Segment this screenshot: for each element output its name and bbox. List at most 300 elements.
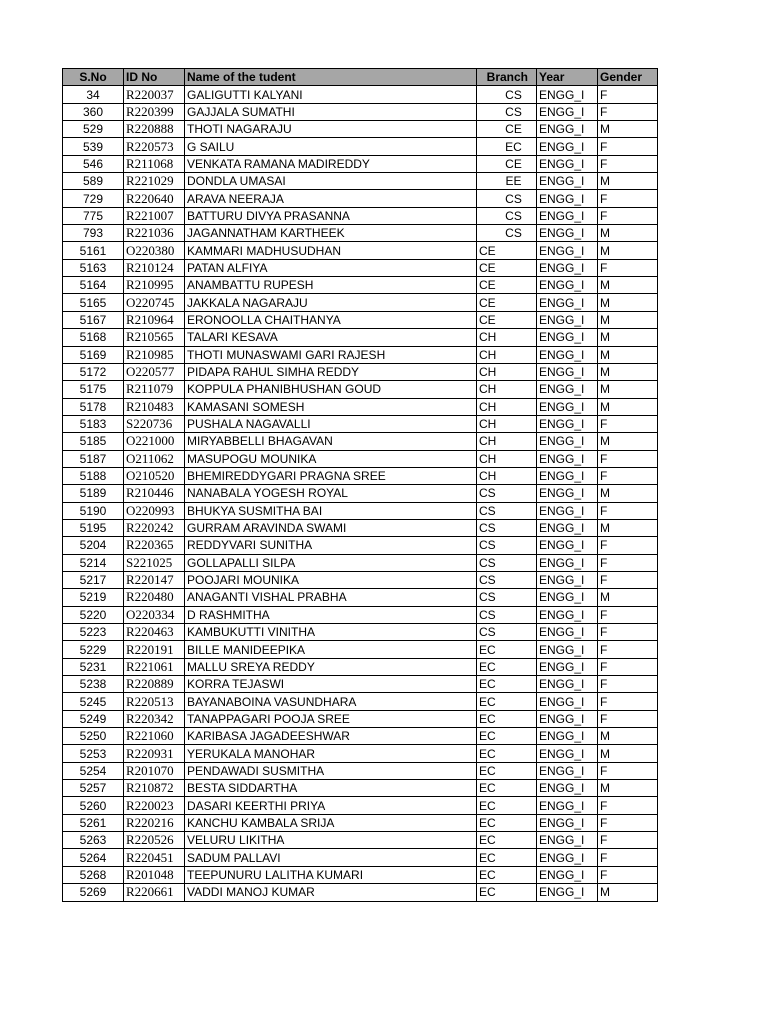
cell-branch: CE [477,259,537,276]
cell-year: ENGG_I [537,346,598,363]
table-row [63,866,658,883]
cell-branch: CH [477,450,537,467]
cell-id-no: R220513 [124,693,185,710]
cell-branch: CS [477,519,537,536]
cell-student-name: VENKATA RAMANA MADIREDDY [185,155,477,172]
table-row [63,814,658,831]
table-row [63,190,658,207]
cell-sno: 589 [63,173,124,190]
cell-student-name: SADUM PALLAVI [185,849,477,866]
cell-sno: 5164 [63,277,124,294]
cell-id-no: R220147 [124,571,185,588]
cell-branch: CE [477,294,537,311]
cell-id-no: R210872 [124,780,185,797]
cell-gender: F [598,832,658,849]
cell-year: ENGG_I [537,676,598,693]
cell-gender: F [598,658,658,675]
cell-id-no: R220399 [124,103,185,120]
cell-id-no: R210565 [124,329,185,346]
cell-branch: EC [477,762,537,779]
cell-id-no: S221025 [124,554,185,571]
header-gender: Gender [598,69,658,86]
cell-branch: CS [477,606,537,623]
cell-sno: 360 [63,103,124,120]
cell-sno: 5214 [63,554,124,571]
cell-student-name: PUSHALA NAGAVALLI [185,415,477,432]
cell-id-no: R221061 [124,658,185,675]
cell-year: ENGG_I [537,832,598,849]
cell-student-name: TEEPUNURU LALITHA KUMARI [185,866,477,883]
cell-gender: M [598,745,658,762]
cell-id-no: S220736 [124,415,185,432]
cell-branch: EC [477,676,537,693]
cell-branch: CH [477,415,537,432]
cell-student-name: PENDAWADI SUSMITHA [185,762,477,779]
cell-gender: M [598,225,658,242]
cell-gender: M [598,294,658,311]
cell-year: ENGG_I [537,884,598,901]
cell-sno: 5257 [63,780,124,797]
cell-id-no: R220888 [124,121,185,138]
cell-student-name: KOPPULA PHANIBHUSHAN GOUD [185,381,477,398]
cell-student-name: GOLLAPALLI SILPA [185,554,477,571]
cell-year: ENGG_I [537,138,598,155]
table-row [63,155,658,172]
cell-student-name: BHEMIREDDYGARI PRAGNA SREE [185,467,477,484]
cell-id-no: O210520 [124,467,185,484]
cell-branch: EC [477,745,537,762]
cell-branch: CH [477,398,537,415]
table-row [63,398,658,415]
cell-branch: EC [477,728,537,745]
cell-year: ENGG_I [537,693,598,710]
cell-sno: 5161 [63,242,124,259]
cell-id-no: R220023 [124,797,185,814]
cell-student-name: MIRYABBELLI BHAGAVAN [185,433,477,450]
cell-gender: F [598,415,658,432]
cell-student-name: MASUPOGU MOUNIKA [185,450,477,467]
table-row [63,433,658,450]
cell-branch: CS [477,589,537,606]
cell-sno: 5190 [63,502,124,519]
cell-branch: CS [477,86,537,103]
cell-year: ENGG_I [537,537,598,554]
cell-gender: M [598,329,658,346]
table-row [63,571,658,588]
cell-branch: EC [477,138,537,155]
cell-sno: 5250 [63,728,124,745]
table-row [63,242,658,259]
cell-sno: 529 [63,121,124,138]
cell-year: ENGG_I [537,571,598,588]
cell-id-no: R210124 [124,259,185,276]
header-name: Name of the tudent [185,69,477,86]
cell-branch: CS [477,207,537,224]
cell-sno: 5188 [63,467,124,484]
cell-student-name: JAGANNATHAM KARTHEEK [185,225,477,242]
cell-year: ENGG_I [537,519,598,536]
cell-student-name: BAYANABOINA VASUNDHARA [185,693,477,710]
cell-sno: 5217 [63,571,124,588]
table-row [63,676,658,693]
cell-student-name: GAJJALA SUMATHI [185,103,477,120]
cell-branch: CS [477,502,537,519]
table-row [63,693,658,710]
table-row [63,762,658,779]
cell-year: ENGG_I [537,121,598,138]
cell-sno: 5249 [63,710,124,727]
cell-id-no: R221036 [124,225,185,242]
table-row [63,415,658,432]
cell-gender: M [598,780,658,797]
cell-student-name: KANCHU KAMBALA SRIJA [185,814,477,831]
cell-sno: 5219 [63,589,124,606]
cell-id-no: R220526 [124,832,185,849]
cell-gender: M [598,346,658,363]
cell-year: ENGG_I [537,866,598,883]
cell-gender: F [598,814,658,831]
cell-branch: EC [477,693,537,710]
cell-sno: 5254 [63,762,124,779]
cell-branch: CE [477,311,537,328]
table-row [63,658,658,675]
cell-gender: F [598,155,658,172]
cell-sno: 729 [63,190,124,207]
table-row [63,207,658,224]
table-row [63,728,658,745]
cell-id-no: R220889 [124,676,185,693]
table-row [63,832,658,849]
cell-year: ENGG_I [537,641,598,658]
cell-year: ENGG_I [537,329,598,346]
cell-branch: EC [477,832,537,849]
cell-sno: 539 [63,138,124,155]
cell-year: ENGG_I [537,103,598,120]
cell-branch: EC [477,866,537,883]
cell-sno: 5264 [63,849,124,866]
table-row [63,311,658,328]
cell-year: ENGG_I [537,745,598,762]
cell-id-no: R201048 [124,866,185,883]
cell-sno: 5163 [63,259,124,276]
cell-id-no: R210446 [124,485,185,502]
cell-id-no: R220463 [124,624,185,641]
cell-gender: M [598,363,658,380]
cell-sno: 34 [63,86,124,103]
table-row [63,294,658,311]
cell-sno: 5269 [63,884,124,901]
table-row [63,745,658,762]
cell-id-no: R220451 [124,849,185,866]
cell-id-no: R220242 [124,519,185,536]
table-row [63,381,658,398]
cell-branch: CH [477,346,537,363]
cell-sno: 5253 [63,745,124,762]
cell-student-name: THOTI MUNASWAMI GARI RAJESH [185,346,477,363]
cell-year: ENGG_I [537,762,598,779]
cell-year: ENGG_I [537,589,598,606]
cell-student-name: BHUKYA SUSMITHA BAI [185,502,477,519]
cell-id-no: O220334 [124,606,185,623]
cell-year: ENGG_I [537,190,598,207]
cell-id-no: R210985 [124,346,185,363]
student-table [62,68,658,902]
cell-year: ENGG_I [537,433,598,450]
cell-branch: CS [477,554,537,571]
cell-gender: F [598,537,658,554]
cell-branch: EE [477,173,537,190]
cell-student-name: VADDI MANOJ KUMAR [185,884,477,901]
table-row [63,606,658,623]
cell-student-name: D RASHMITHA [185,606,477,623]
cell-sno: 5204 [63,537,124,554]
cell-gender: F [598,676,658,693]
cell-year: ENGG_I [537,554,598,571]
cell-id-no: O221000 [124,433,185,450]
cell-year: ENGG_I [537,294,598,311]
cell-gender: F [598,606,658,623]
cell-gender: F [598,710,658,727]
cell-year: ENGG_I [537,710,598,727]
cell-gender: F [598,259,658,276]
table-row [63,225,658,242]
cell-year: ENGG_I [537,363,598,380]
cell-id-no: R220661 [124,884,185,901]
cell-gender: F [598,762,658,779]
cell-gender: M [598,485,658,502]
cell-branch: CS [477,103,537,120]
cell-gender: F [598,86,658,103]
cell-gender: M [598,433,658,450]
cell-year: ENGG_I [537,173,598,190]
table-row [63,502,658,519]
cell-gender: F [598,450,658,467]
cell-gender: F [598,502,658,519]
cell-branch: CE [477,242,537,259]
cell-year: ENGG_I [537,225,598,242]
cell-year: ENGG_I [537,381,598,398]
cell-gender: F [598,103,658,120]
header-id: ID No [124,69,185,86]
cell-gender: F [598,138,658,155]
cell-gender: F [598,849,658,866]
cell-sno: 5169 [63,346,124,363]
cell-sno: 5172 [63,363,124,380]
cell-branch: CH [477,433,537,450]
table-row [63,121,658,138]
table-row [63,849,658,866]
cell-year: ENGG_I [537,606,598,623]
cell-sno: 5261 [63,814,124,831]
cell-gender: F [598,571,658,588]
table-row [63,450,658,467]
table-row [63,537,658,554]
cell-year: ENGG_I [537,780,598,797]
table-row [63,884,658,901]
cell-student-name: POOJARI MOUNIKA [185,571,477,588]
cell-branch: CE [477,277,537,294]
cell-id-no: R221007 [124,207,185,224]
cell-student-name: ERONOOLLA CHAITHANYA [185,311,477,328]
cell-id-no: R220216 [124,814,185,831]
table-row [63,554,658,571]
cell-year: ENGG_I [537,242,598,259]
cell-year: ENGG_I [537,814,598,831]
cell-branch: EC [477,658,537,675]
cell-id-no: R210995 [124,277,185,294]
cell-id-no: O220745 [124,294,185,311]
cell-branch: CH [477,363,537,380]
cell-id-no: R211068 [124,155,185,172]
cell-branch: EC [477,641,537,658]
cell-student-name: KAMMARI MADHUSUDHAN [185,242,477,259]
cell-gender: M [598,173,658,190]
header-sno: S.No [63,69,124,86]
table-row [63,329,658,346]
cell-id-no: O220993 [124,502,185,519]
table-row [63,624,658,641]
cell-student-name: KAMBUKUTTI VINITHA [185,624,477,641]
cell-id-no: R210483 [124,398,185,415]
cell-student-name: GURRAM ARAVINDA SWAMI [185,519,477,536]
cell-year: ENGG_I [537,728,598,745]
cell-id-no: R220640 [124,190,185,207]
cell-branch: CS [477,571,537,588]
cell-id-no: R220480 [124,589,185,606]
cell-gender: F [598,554,658,571]
cell-branch: CS [477,624,537,641]
cell-id-no: R220573 [124,138,185,155]
cell-year: ENGG_I [537,849,598,866]
cell-sno: 5223 [63,624,124,641]
table-row [63,138,658,155]
cell-gender: M [598,519,658,536]
cell-sno: 5175 [63,381,124,398]
cell-student-name: BESTA SIDDARTHA [185,780,477,797]
cell-sno: 5220 [63,606,124,623]
cell-sno: 5231 [63,658,124,675]
cell-year: ENGG_I [537,485,598,502]
cell-sno: 5168 [63,329,124,346]
table-row [63,259,658,276]
cell-student-name: ARAVA NEERAJA [185,190,477,207]
cell-student-name: TANAPPAGARI POOJA SREE [185,710,477,727]
cell-student-name: DONDLA UMASAI [185,173,477,190]
cell-year: ENGG_I [537,398,598,415]
table-row [63,780,658,797]
cell-id-no: R220191 [124,641,185,658]
cell-sno: 5238 [63,676,124,693]
cell-gender: M [598,728,658,745]
cell-branch: CH [477,467,537,484]
header-branch: Branch [477,69,537,86]
cell-year: ENGG_I [537,415,598,432]
cell-sno: 5263 [63,832,124,849]
cell-sno: 775 [63,207,124,224]
cell-branch: EC [477,849,537,866]
cell-student-name: KORRA TEJASWI [185,676,477,693]
cell-year: ENGG_I [537,502,598,519]
cell-sno: 5185 [63,433,124,450]
cell-sno: 793 [63,225,124,242]
cell-student-name: JAKKALA NAGARAJU [185,294,477,311]
cell-gender: F [598,207,658,224]
cell-sno: 5245 [63,693,124,710]
cell-year: ENGG_I [537,797,598,814]
cell-sno: 5167 [63,311,124,328]
cell-sno: 5165 [63,294,124,311]
cell-year: ENGG_I [537,155,598,172]
cell-branch: CS [477,190,537,207]
cell-id-no: R211079 [124,381,185,398]
table-row [63,467,658,484]
cell-gender: F [598,866,658,883]
cell-branch: CH [477,381,537,398]
cell-id-no: O211062 [124,450,185,467]
cell-student-name: G SAILU [185,138,477,155]
cell-student-name: VELURU LIKITHA [185,832,477,849]
cell-sno: 5189 [63,485,124,502]
table-row [63,797,658,814]
table-row [63,485,658,502]
cell-year: ENGG_I [537,259,598,276]
cell-student-name: MALLU SREYA REDDY [185,658,477,675]
cell-branch: EC [477,797,537,814]
cell-sno: 5268 [63,866,124,883]
cell-student-name: ANAGANTI VISHAL PRABHA [185,589,477,606]
cell-student-name: KAMASANI SOMESH [185,398,477,415]
cell-year: ENGG_I [537,467,598,484]
cell-student-name: ANAMBATTU RUPESH [185,277,477,294]
cell-sno: 546 [63,155,124,172]
cell-gender: F [598,190,658,207]
cell-branch: CS [477,537,537,554]
table-row [63,589,658,606]
cell-student-name: BATTURU DIVYA PRASANNA [185,207,477,224]
cell-branch: CS [477,225,537,242]
cell-sno: 5195 [63,519,124,536]
cell-gender: M [598,381,658,398]
cell-id-no: R221060 [124,728,185,745]
table-row [63,173,658,190]
cell-student-name: BILLE MANIDEEPIKA [185,641,477,658]
cell-student-name: REDDYVARI SUNITHA [185,537,477,554]
cell-year: ENGG_I [537,311,598,328]
table-row [63,710,658,727]
cell-id-no: R210964 [124,311,185,328]
cell-gender: M [598,277,658,294]
table-row [63,86,658,103]
cell-gender: M [598,121,658,138]
cell-id-no: R220931 [124,745,185,762]
cell-branch: CS [477,485,537,502]
cell-sno: 5229 [63,641,124,658]
cell-id-no: O220577 [124,363,185,380]
cell-student-name: PIDAPA RAHUL SIMHA REDDY [185,363,477,380]
table-row [63,277,658,294]
cell-gender: F [598,467,658,484]
cell-student-name: DASARI KEERTHI PRIYA [185,797,477,814]
cell-year: ENGG_I [537,207,598,224]
cell-sno: 5183 [63,415,124,432]
cell-branch: EC [477,780,537,797]
cell-id-no: O220380 [124,242,185,259]
cell-year: ENGG_I [537,624,598,641]
cell-gender: F [598,693,658,710]
header-row [63,69,658,86]
cell-sno: 5187 [63,450,124,467]
cell-gender: F [598,641,658,658]
